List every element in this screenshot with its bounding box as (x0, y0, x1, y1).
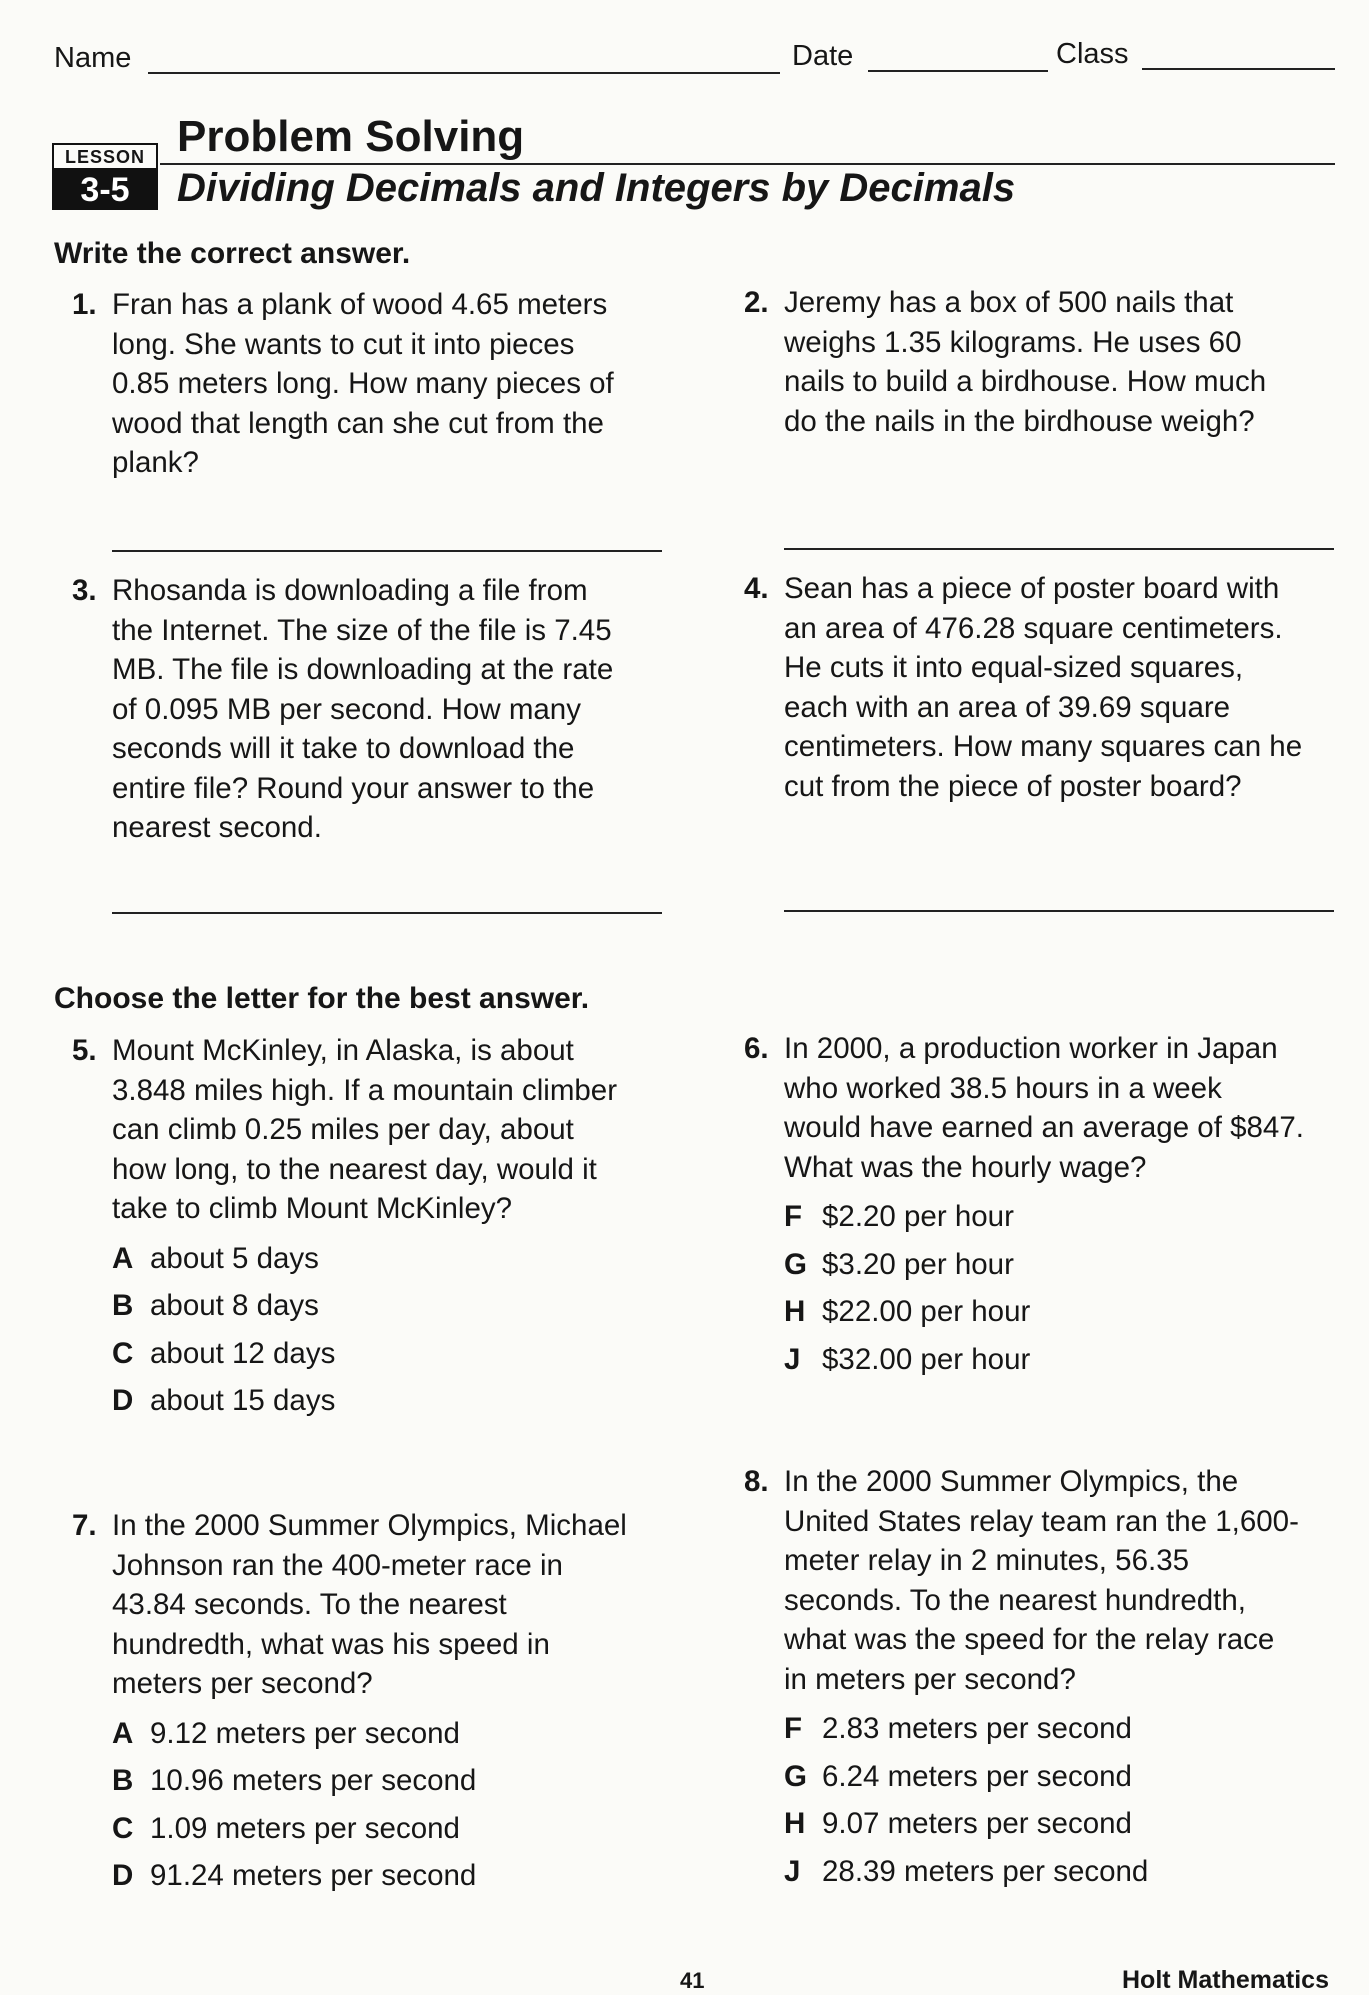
problem-number: 8. (744, 1465, 769, 1498)
option-d[interactable] (112, 1852, 632, 1900)
option-c[interactable] (112, 1805, 632, 1853)
section-choose-heading: Choose the letter for the best answer. (54, 982, 590, 1015)
problem-number: 4. (744, 572, 769, 605)
option-text: 9.07 meters per second (822, 1807, 1132, 1840)
problem-8 (744, 1462, 1304, 1895)
problem-text: In the 2000 Summer Olympics, Michael Johnson ran the 400-meter race in 43.84 seconds. To the nearest hundredth, what was his speed in meters per second? (112, 1509, 627, 1700)
publisher-brand: Holt Mathematics (1122, 1966, 1329, 1994)
problem-4 (744, 569, 1304, 806)
class-field[interactable] (1142, 68, 1335, 70)
option-letter: A (112, 1716, 134, 1750)
option-letter: F (784, 1712, 803, 1745)
lesson-number: 3-5 (52, 170, 158, 210)
class-label: Class (1056, 38, 1129, 70)
name-label: Name (54, 42, 132, 74)
problem-7 (72, 1506, 632, 1900)
option-text: 9.12 meters per second (150, 1716, 460, 1750)
option-text: about 5 days (150, 1241, 319, 1275)
option-letter: G (784, 1247, 807, 1281)
option-h[interactable] (784, 1800, 1304, 1848)
option-d[interactable] (112, 1377, 632, 1425)
lesson-label: LESSON (52, 143, 158, 170)
option-b[interactable] (112, 1282, 632, 1330)
problem-text: Jeremy has a box of 500 nails that weighs 1.35 kilograms. He uses 60 nails to build a birdhouse. How much do the nails in the birdhouse weigh? (784, 286, 1267, 438)
problem-number: 7. (72, 1509, 97, 1542)
answer-options (784, 1193, 1304, 1383)
option-letter: G (784, 1759, 807, 1793)
option-text: 1.09 meters per second (150, 1811, 460, 1845)
option-letter: F (784, 1200, 803, 1233)
option-b[interactable] (112, 1757, 632, 1805)
option-h[interactable] (784, 1288, 1304, 1336)
problem-text: Sean has a piece of poster board with an area of 476.28 square centimeters. He cuts it into equal-sized squares, each with an area of 39.69 square centimeters. How many squares can he cut from the piece of poster board? (784, 572, 1303, 803)
option-text: $3.20 per hour (822, 1247, 1014, 1281)
problem-number: 5. (72, 1034, 97, 1067)
option-g[interactable] (784, 1241, 1304, 1289)
option-text: 28.39 meters per second (822, 1854, 1149, 1888)
option-text: 91.24 meters per second (150, 1859, 477, 1892)
problem-number: 2. (744, 286, 769, 319)
option-letter: J (784, 1342, 801, 1376)
section-write-heading: Write the correct answer. (54, 237, 411, 270)
problem-number: 3. (72, 574, 97, 607)
problem-5 (72, 1031, 632, 1425)
option-letter: B (112, 1764, 134, 1797)
answer-line-3[interactable] (112, 912, 662, 914)
page-number: 41 (680, 1968, 705, 1993)
option-f[interactable] (784, 1705, 1304, 1753)
option-text: $2.20 per hour (822, 1200, 1014, 1233)
answer-options (112, 1710, 632, 1900)
option-text: 2.83 meters per second (822, 1712, 1132, 1745)
option-text: $32.00 per hour (822, 1342, 1031, 1376)
option-c[interactable] (112, 1330, 632, 1378)
problem-number: 6. (744, 1032, 769, 1065)
answer-options (112, 1235, 632, 1425)
option-f[interactable] (784, 1193, 1304, 1241)
option-letter: C (112, 1336, 134, 1370)
problem-3 (72, 571, 632, 848)
problem-1 (72, 285, 632, 483)
option-text: about 8 days (150, 1289, 319, 1322)
option-text: 10.96 meters per second (150, 1764, 477, 1797)
problem-text: In 2000, a production worker in Japan who worked 38.5 hours in a week would have earned an average of $847. What was the hourly wage? (784, 1032, 1304, 1184)
option-letter: H (784, 1295, 806, 1328)
option-text: $22.00 per hour (822, 1295, 1031, 1328)
option-j[interactable] (784, 1336, 1304, 1384)
page-title: Problem Solving (177, 112, 525, 161)
name-field[interactable] (148, 72, 780, 74)
problem-number: 1. (72, 288, 97, 321)
option-letter: A (112, 1241, 134, 1275)
answer-line-2[interactable] (784, 548, 1334, 550)
option-g[interactable] (784, 1753, 1304, 1801)
date-field[interactable] (868, 70, 1048, 72)
problem-2 (744, 283, 1304, 441)
title-divider (160, 163, 1335, 165)
option-a[interactable] (112, 1235, 632, 1283)
problem-text: Rhosanda is downloading a file from the Internet. The size of the file is 7.45 MB. The file is downloading at the rate of 0.095 MB per second. How many seconds will it take to download the entire file? Round your answer to the nearest second. (112, 574, 614, 844)
option-j[interactable] (784, 1848, 1304, 1896)
date-label: Date (792, 40, 854, 72)
answer-line-4[interactable] (784, 910, 1334, 912)
page-subtitle: Dividing Decimals and Integers by Decimals (177, 166, 1016, 210)
option-letter: C (112, 1811, 134, 1845)
problem-text: Mount McKinley, in Alaska, is about 3.848 miles high. If a mountain climber can climb 0.25 miles per day, about how long, to the nearest day, would it take to climb Mount McKinley? (112, 1034, 618, 1225)
answer-options (784, 1705, 1304, 1895)
answer-line-1[interactable] (112, 550, 662, 552)
option-letter: D (112, 1384, 134, 1417)
option-text: 6.24 meters per second (822, 1759, 1132, 1793)
problem-6 (744, 1029, 1304, 1383)
option-text: about 12 days (150, 1336, 336, 1370)
problem-text: In the 2000 Summer Olympics, the United States relay team ran the 1,600-meter relay in 2 minutes, 56.35 seconds. To the nearest hundredth, what was the speed for the relay race in meters per second? (784, 1465, 1299, 1696)
option-letter: B (112, 1289, 134, 1322)
option-text: about 15 days (150, 1384, 336, 1417)
option-a[interactable] (112, 1710, 632, 1758)
option-letter: J (784, 1854, 801, 1888)
option-letter: D (112, 1859, 134, 1892)
option-letter: H (784, 1807, 806, 1840)
problem-text: Fran has a plank of wood 4.65 meters long. She wants to cut it into pieces 0.85 meters long. How many pieces of wood that length can she cut from the plank? (112, 288, 614, 479)
